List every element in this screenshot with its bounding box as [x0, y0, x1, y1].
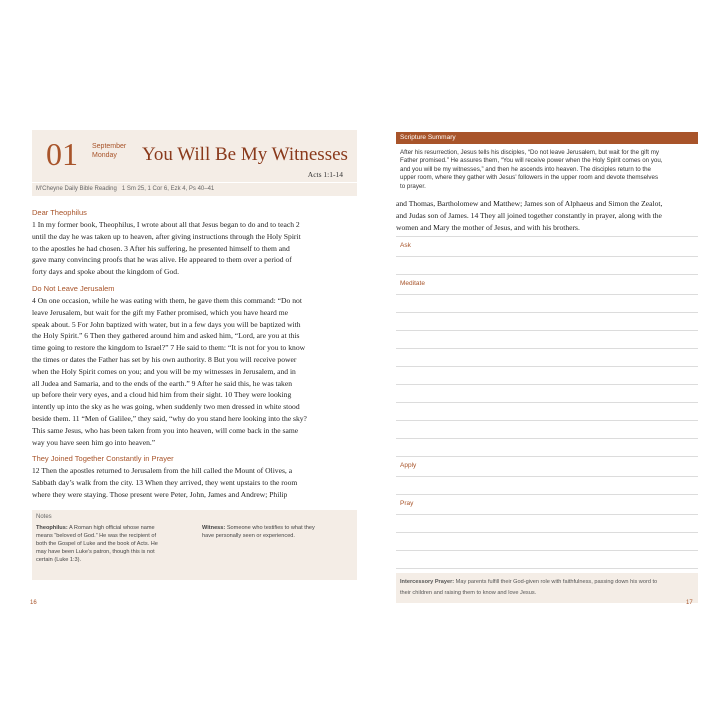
summary-line: upper room, where they gather with Jesus’ followers in the upper room and devote themselves	[400, 174, 659, 182]
writing-line[interactable]	[396, 494, 698, 495]
writing-line[interactable]	[396, 236, 698, 237]
writing-line[interactable]	[396, 420, 698, 421]
section-do-not-leave	[32, 284, 357, 448]
writing-line[interactable]	[396, 312, 698, 313]
summary-line: to prayer.	[400, 182, 426, 190]
verse-line: 12 Then the apostles returned to Jerusalem from the hill called the Mount of Olives, a	[32, 466, 293, 476]
note-text: means “beloved of God.” He was the recipient of	[36, 533, 157, 539]
ask-label: Ask	[400, 242, 411, 249]
scripture-reference: Acts 1:1-14	[307, 170, 343, 179]
verse-line: and Judas son of James. 14 They all joined together constantly in prayer, along with the	[396, 210, 662, 220]
verse-line: way you have seen him go into heaven.”	[32, 437, 156, 447]
verse-line: the times or dates the Father has set by his own authority. 8 But you will receive power	[32, 354, 297, 364]
writing-line[interactable]	[396, 348, 698, 349]
note-theophilus	[36, 524, 186, 564]
verse-line: 4 On one occasion, while he was eating with them, he gave them this command: “Do not	[32, 295, 302, 305]
weekday-label: Monday	[92, 152, 117, 159]
day-number: 01	[46, 136, 78, 172]
page-number-left: 16	[30, 600, 37, 606]
writing-line[interactable]	[396, 568, 698, 569]
verse-line: intently up into the sky as he was going, when suddenly two men dressed in white stood	[32, 402, 300, 412]
writing-line[interactable]	[396, 550, 698, 551]
verse-line: the Holy Spirit.” 6 Then they gathered around him and asked him, “Lord, are you at this	[32, 331, 300, 341]
verse-line: 1 In my former book, Theophilus, I wrote about all that Jesus began to do and to teach 2	[32, 220, 300, 229]
writing-line[interactable]	[396, 274, 698, 275]
note-text: have personally seen or experienced.	[202, 533, 295, 539]
reading-refs: 1 Sm 25, 1 Cor 6, Ezk 4, Ps 40–41	[121, 186, 215, 192]
section-dear-theophilus	[32, 208, 357, 278]
section-heading: Dear Theophilus	[32, 208, 87, 217]
pray-label: Pray	[400, 500, 414, 507]
verse-line: This same Jesus, who has been taken from you into heaven, will come back in the same	[32, 425, 299, 435]
note-term: Witness:	[202, 525, 226, 531]
verse-line: when the Holy Spirit comes on you; and you will be my witnesses in Jerusalem, and in	[32, 366, 296, 376]
month-label: September	[92, 143, 127, 150]
intercessory-prayer	[396, 573, 698, 603]
verse-line: beside them. 11 “Men of Galilee,” they said, “why do you stand here looking into the sky?	[32, 413, 307, 423]
scripture-summary	[400, 149, 694, 191]
writing-line[interactable]	[396, 256, 698, 257]
verse-line: to the apostles he had chosen. 3 After his suffering, he presented himself to them and	[32, 243, 290, 253]
devotional-header	[32, 130, 357, 182]
verse-line: until the day he was taken up to heaven, after giving instructions through the Holy Spirit	[32, 231, 301, 241]
summary-line: Father promised.” He assures them, “You will receive power when the Holy Spirit comes on you,	[400, 157, 663, 165]
apply-label: Apply	[400, 462, 417, 469]
devotional-title: You Will Be My Witnesses	[142, 144, 348, 165]
writing-line[interactable]	[396, 532, 698, 533]
scripture-body	[32, 208, 357, 501]
notes-box	[32, 510, 357, 580]
writing-line[interactable]	[396, 476, 698, 477]
verse-line: up before their very eyes, and a cloud hid him from their sight. 10 They were looking	[32, 390, 292, 400]
note-term: Theophilus:	[36, 525, 68, 531]
note-text: may have been Luke’s patron, though this is not	[36, 549, 155, 555]
verse-line: speak about. 5 For John baptized with water, but in a few days you will be baptized with	[32, 319, 301, 329]
writing-line[interactable]	[396, 456, 698, 457]
continued-scripture	[396, 198, 698, 233]
writing-line[interactable]	[396, 438, 698, 439]
notes-title: Notes	[36, 514, 52, 520]
summary-line: After his resurrection, Jesus tells his disciples, “Do not leave Jerusalem, but wait for the gift my	[400, 149, 659, 156]
left-page	[22, 120, 348, 608]
verse-line: gave many convincing proofs that he was alive. He appeared to them over a period of	[32, 255, 292, 265]
intercessory-label: Intercessory Prayer:	[400, 579, 455, 585]
note-text: both the Gospel of Luke and the book of Acts. He	[36, 541, 158, 547]
verse-line: leave Jerusalem, but wait for the gift my Father promised, which you have heard me	[32, 307, 288, 317]
verse-line: all Judea and Samaria, and to the ends of the earth.” 9 After he said this, he was taken	[32, 378, 293, 388]
daily-reading	[32, 183, 357, 196]
verse-line: where they were staying. Those present were Peter, John, James and Andrew; Philip	[32, 489, 288, 499]
verse-line: Sabbath day’s walk from the city. 13 When they arrived, they went upstairs to the room	[32, 478, 298, 488]
date-label	[92, 142, 126, 160]
section-heading: They Joined Together Constantly in Prayer	[32, 454, 174, 464]
verse-line: and Thomas, Bartholomew and Matthew; James son of Alphaeus and Simon the Zealot,	[396, 199, 663, 208]
section-joined-together	[32, 454, 357, 500]
note-text: certain (Luke 1:3).	[36, 557, 82, 563]
writing-line[interactable]	[396, 514, 698, 515]
reading-label: M'Cheyne Daily Bible Reading	[36, 186, 117, 192]
right-page	[380, 120, 698, 608]
writing-line[interactable]	[396, 330, 698, 331]
intercessory-text: their children and raising them to know and love Jesus.	[400, 590, 537, 596]
verse-line: forty days and spoke about the kingdom of God.	[32, 267, 179, 277]
section-heading: Do Not Leave Jerusalem	[32, 283, 115, 293]
scripture-summary-title: Scripture Summary	[396, 132, 698, 144]
writing-line[interactable]	[396, 366, 698, 367]
writing-line[interactable]	[396, 384, 698, 385]
writing-line[interactable]	[396, 294, 698, 295]
verse-line: time going to restore the kingdom to Israel?” 7 He said to them: “It is not for you to know	[32, 343, 306, 353]
intercessory-text: May parents fulfill their God-given role with faithfulness, passing down his word to	[455, 579, 658, 585]
note-text: A Roman high official whose name	[68, 525, 155, 531]
note-text: Someone who testifies to what they	[226, 525, 315, 531]
meditate-label: Meditate	[400, 280, 425, 287]
writing-line[interactable]	[396, 402, 698, 403]
summary-line: and you will be my witnesses,” and then he ascends into heaven. The disciples return to the	[400, 165, 651, 173]
verse-line: women and Mary the mother of Jesus, and with his brothers.	[396, 222, 580, 232]
note-witness	[202, 524, 352, 540]
page-number-right: 17	[686, 600, 693, 606]
